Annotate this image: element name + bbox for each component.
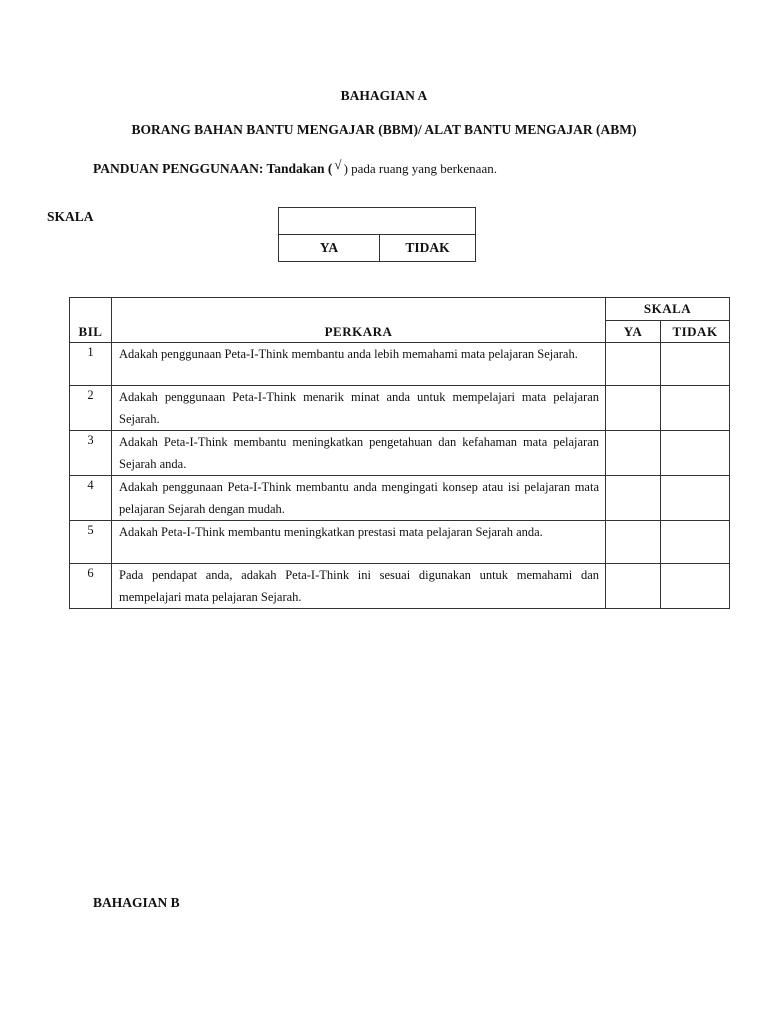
answer-tidak-cell[interactable] xyxy=(661,476,730,521)
header-perkara: PERKARA xyxy=(112,298,606,343)
table-row xyxy=(70,564,730,609)
answer-ya-cell[interactable] xyxy=(606,431,661,476)
row-question: Adakah penggunaan Peta-I-Think membantu anda mengingati konsep atau isi pelajaran mata pelajaran Sejarah dengan mudah. xyxy=(112,476,606,521)
answer-ya-cell[interactable] xyxy=(606,476,661,521)
scale-label: SKALA xyxy=(47,209,94,224)
row-number: 4 xyxy=(70,476,112,521)
row-number: 5 xyxy=(70,521,112,564)
row-question: Adakah penggunaan Peta-I-Think menarik minat anda untuk mempelajari mata pelajaran Sejarah. xyxy=(112,386,606,431)
row-question: Adakah penggunaan Peta-I-Think membantu anda lebih memahami mata pelajaran Sejarah. xyxy=(112,343,606,386)
header-skala: SKALA xyxy=(606,298,730,321)
row-number: 2 xyxy=(70,386,112,431)
row-question: Adakah Peta-I-Think membantu meningkatkan pengetahuan dan kefahaman mata pelajaran Sejarah anda. xyxy=(112,431,606,476)
row-question: Adakah Peta-I-Think membantu meningkatkan prestasi mata pelajaran Sejarah anda. xyxy=(112,521,606,564)
scale-legend-table xyxy=(278,207,476,262)
scale-legend-blank-cell xyxy=(279,208,476,235)
row-number: 6 xyxy=(70,564,112,609)
header-tidak: TIDAK xyxy=(661,321,730,343)
row-question: Pada pendapat anda, adakah Peta-I-Think ini sesuai digunakan untuk memahami dan mempelajari mata pelajaran Sejarah. xyxy=(112,564,606,609)
guide-instruction: ) pada ruang yang berkenaan. xyxy=(343,161,497,176)
answer-ya-cell[interactable] xyxy=(606,564,661,609)
answer-tidak-cell[interactable] xyxy=(661,431,730,476)
header-bil: BIL xyxy=(70,298,112,343)
scale-legend-tidak: TIDAK xyxy=(380,235,476,262)
table-row xyxy=(70,343,730,386)
header-ya: YA xyxy=(606,321,661,343)
table-row xyxy=(70,476,730,521)
answer-tidak-cell[interactable] xyxy=(661,521,730,564)
table-row xyxy=(70,521,730,564)
answer-ya-cell[interactable] xyxy=(606,521,661,564)
guide-label: PANDUAN PENGGUNAAN: Tandakan ( xyxy=(93,161,333,176)
form-title: BORANG BAHAN BANTU MENGAJAR (BBM)/ ALAT BANTU MENGAJAR (ABM) xyxy=(131,122,637,137)
checkmark-icon: √ xyxy=(334,157,342,172)
row-number: 1 xyxy=(70,343,112,386)
answer-ya-cell[interactable] xyxy=(606,386,661,431)
usage-guide xyxy=(93,157,497,177)
answer-tidak-cell[interactable] xyxy=(661,343,730,386)
scale-legend-ya: YA xyxy=(279,235,380,262)
answer-ya-cell[interactable] xyxy=(606,343,661,386)
section-a-title: BAHAGIAN A xyxy=(340,88,428,103)
answer-tidak-cell[interactable] xyxy=(661,386,730,431)
answer-tidak-cell[interactable] xyxy=(661,564,730,609)
table-row xyxy=(70,386,730,431)
row-number: 3 xyxy=(70,431,112,476)
section-b-title: BAHAGIAN B xyxy=(93,895,180,910)
questionnaire-table xyxy=(69,297,730,609)
table-row xyxy=(70,431,730,476)
